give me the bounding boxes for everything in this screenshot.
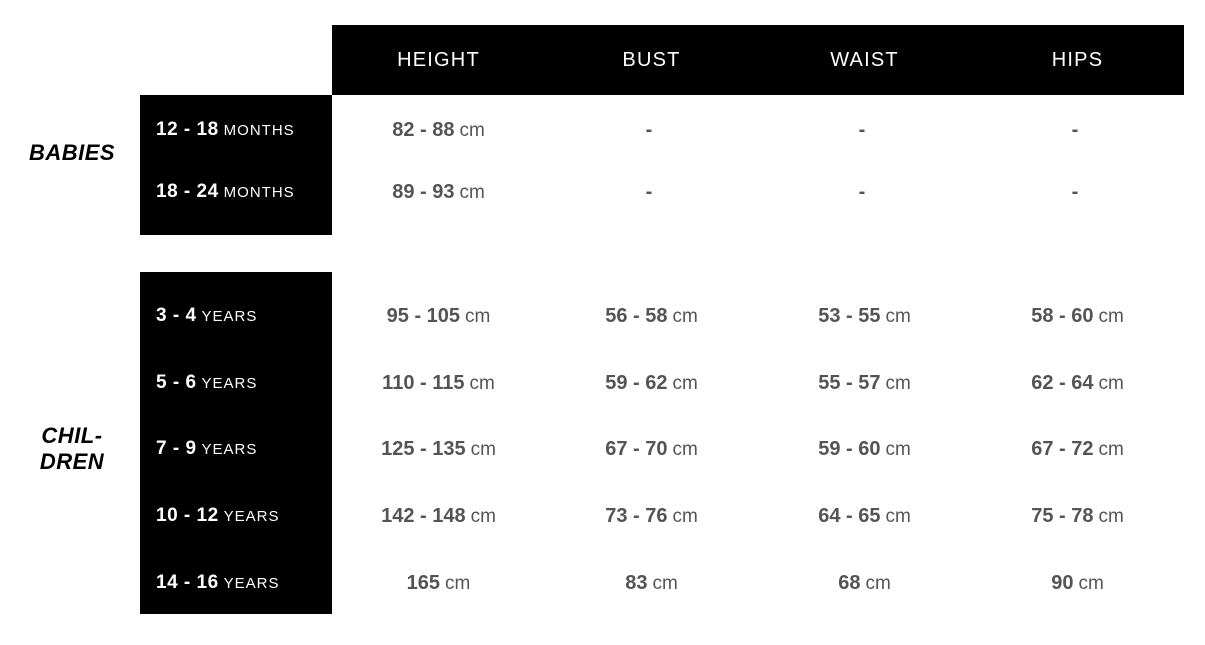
table-row [140, 110, 1184, 150]
group-label-children: CHIL- DREN [39, 423, 105, 474]
row-size-label [140, 572, 332, 594]
cell-height: 82 - 88 cm [392, 118, 485, 141]
size-range: 18 - 24 [156, 181, 219, 202]
cell-bust: 73 - 76 cm [605, 504, 698, 527]
row-size-label [140, 505, 332, 527]
cell-bust: 83 cm [625, 571, 678, 594]
size-range: 10 - 12 [156, 505, 219, 526]
column-header-bust: BUST [622, 48, 681, 71]
size-range: 7 - 9 [156, 438, 197, 459]
size-range: 14 - 16 [156, 572, 219, 593]
row-size-label [140, 372, 332, 394]
cell-waist: 55 - 57 cm [818, 371, 911, 394]
size-range: 5 - 6 [156, 372, 197, 393]
table-header-row [332, 25, 1184, 95]
cell-height: 89 - 93 cm [392, 180, 485, 203]
table-row [140, 363, 1184, 403]
row-size-label [140, 438, 332, 460]
cell-waist: 53 - 55 cm [818, 304, 911, 327]
cell-hips: 62 - 64 cm [1031, 371, 1124, 394]
cell-hips: 67 - 72 cm [1031, 437, 1124, 460]
cell-bust: - [645, 180, 653, 203]
cell-waist: 59 - 60 cm [818, 437, 911, 460]
cell-hips: 58 - 60 cm [1031, 304, 1124, 327]
cell-height: 95 - 105 cm [386, 304, 491, 327]
row-size-label [140, 181, 332, 203]
cell-height: 142 - 148 cm [381, 504, 496, 527]
cell-waist: - [858, 180, 866, 203]
table-row [140, 296, 1184, 336]
size-range: 12 - 18 [156, 119, 219, 140]
column-header-waist: WAIST [830, 48, 899, 71]
size-unit: YEARS [201, 441, 258, 458]
size-range: 3 - 4 [156, 305, 197, 326]
row-size-label [140, 119, 332, 141]
cell-bust: - [645, 118, 653, 141]
column-header-height: HEIGHT [397, 48, 480, 71]
cell-bust: 56 - 58 cm [605, 304, 698, 327]
table-row [140, 429, 1184, 469]
cell-height: 125 - 135 cm [381, 437, 496, 460]
cell-height: 110 - 115 cm [382, 371, 495, 394]
size-unit: YEARS [201, 375, 258, 392]
cell-bust: 67 - 70 cm [605, 437, 698, 460]
size-unit: YEARS [201, 308, 258, 325]
size-unit: MONTHS [223, 184, 295, 201]
cell-waist: - [858, 118, 866, 141]
cell-height: 165 cm [406, 571, 471, 594]
cell-waist: 64 - 65 cm [818, 504, 911, 527]
table-row [140, 172, 1184, 212]
cell-hips: 90 cm [1051, 571, 1104, 594]
table-row [140, 563, 1184, 603]
group-label-babies: BABIES [28, 140, 116, 165]
cell-bust: 59 - 62 cm [605, 371, 698, 394]
size-unit: MONTHS [223, 122, 295, 139]
cell-hips: - [1071, 180, 1079, 203]
cell-hips: - [1071, 118, 1079, 141]
size-unit: YEARS [223, 575, 280, 592]
row-size-label [140, 305, 332, 327]
cell-waist: 68 cm [838, 571, 891, 594]
table-row [140, 496, 1184, 536]
size-unit: YEARS [223, 508, 280, 525]
cell-hips: 75 - 78 cm [1031, 504, 1124, 527]
column-header-hips: HIPS [1051, 48, 1104, 71]
